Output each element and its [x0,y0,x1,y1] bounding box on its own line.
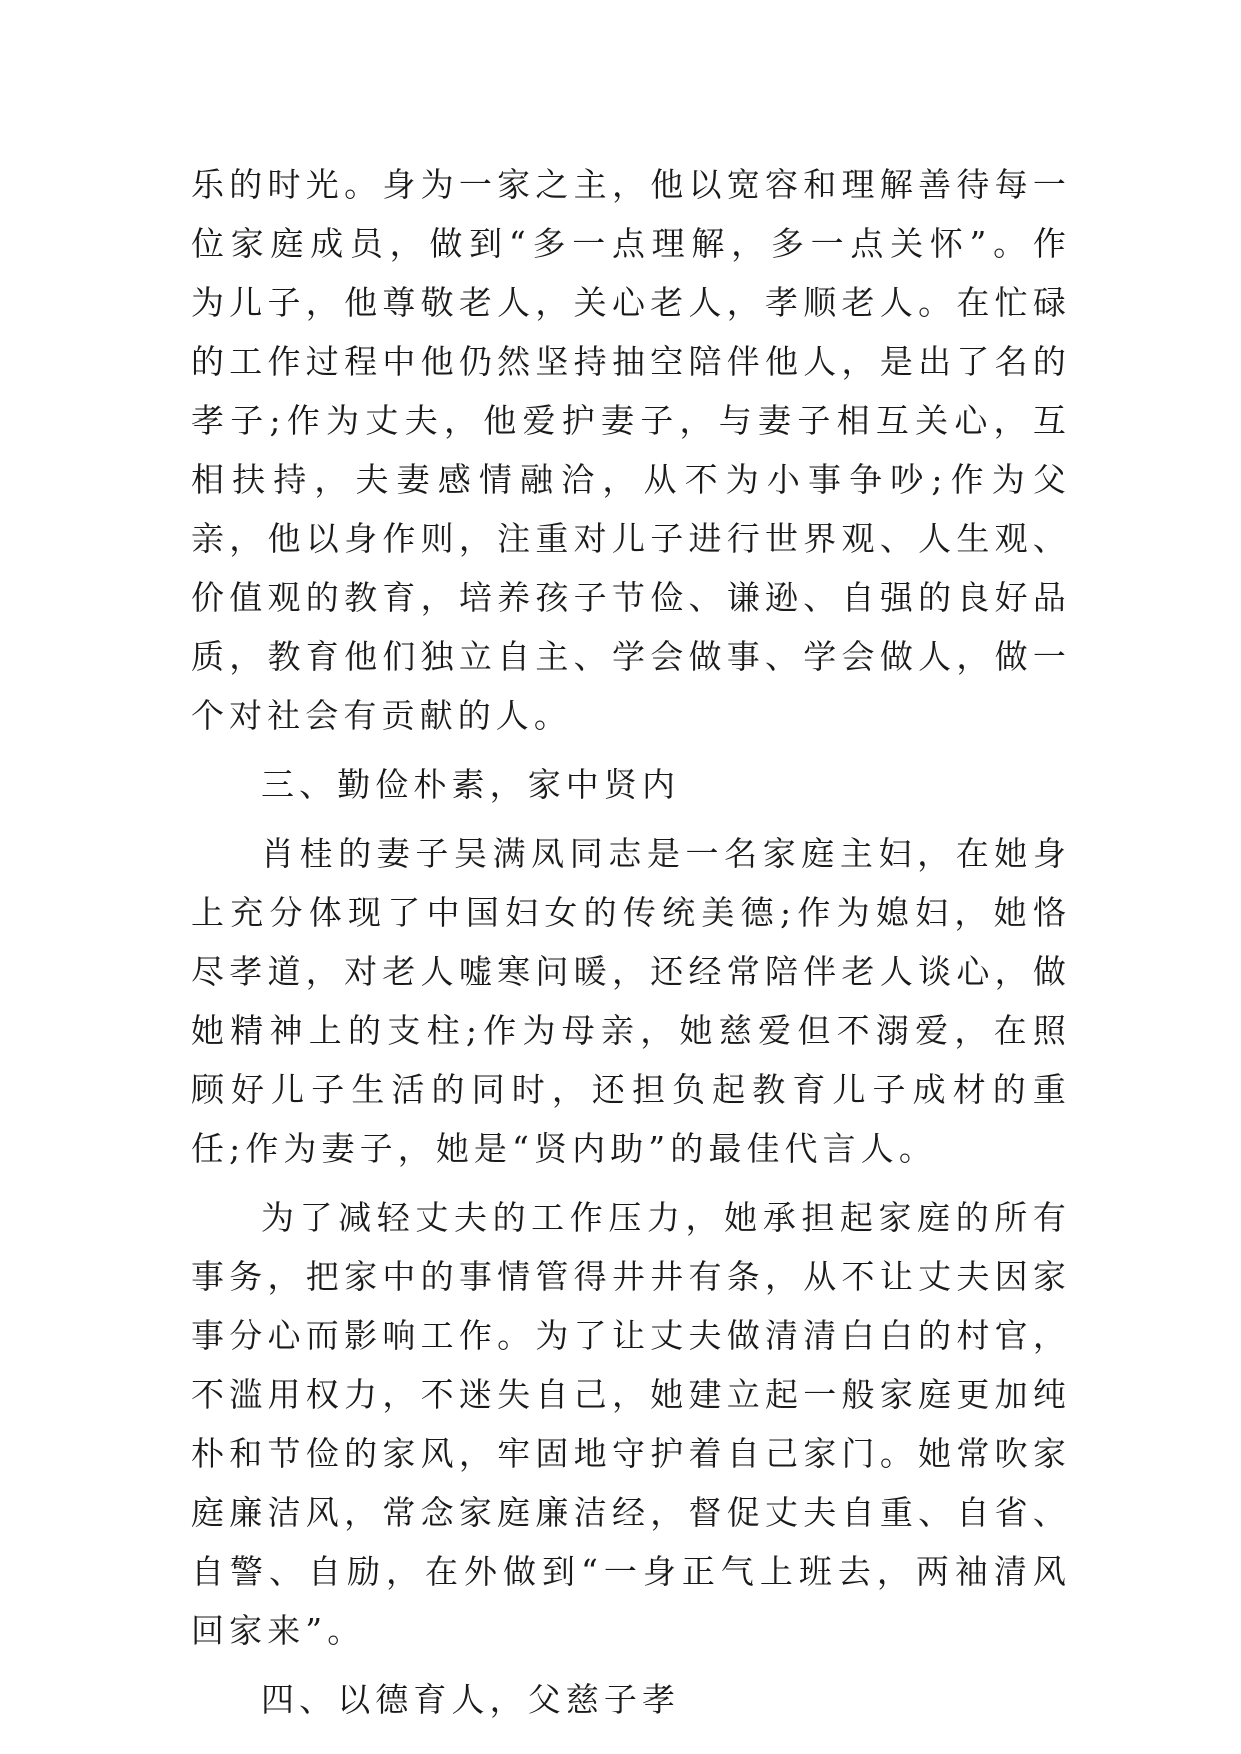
paragraph-family-harmony: 乐的时光。身为一家之主，他以宽容和理解善待每一位家庭成员，做到“多一点理解，多一点关怀”。作为儿子，他尊敬老人，关心老人，孝顺老人。在忙碌的工作过程中他仍然坚持抽空陪伴他人，是出了名的孝子;作为丈夫，他爱护妻子，与妻子相互关心，互相扶持，夫妻感情融洽，从不为小事争吵;作为父亲，他以身作则，注重对儿子进行世界观、人生观、价值观的教育，培养孩子节俭、谦逊、自强的良好品质，教育他们独立自主、学会做事、学会做人，做一个对社会有贡献的人。 [191,165,1071,735]
paragraph-gap [191,745,1071,755]
paragraph-gap [191,1660,1071,1670]
document-body [191,155,1071,1729]
section-heading-four: 四、以德育人，父慈子孝 [261,1680,681,1719]
paragraph-gap [191,1178,1071,1188]
paragraph-wife-virtues: 肖桂的妻子吴满凤同志是一名家庭主妇，在她身上充分体现了中国妇女的传统美德;作为媳妇，她恪尽孝道，对老人嘘寒问暖，还经常陪伴老人谈心，做她精神上的支柱;作为母亲，她慈爱但不溺爱，在照顾好儿子生活的同时，还担负起教育儿子成材的重任;作为妻子，她是“贤内助”的最佳代言人。 [191,834,1071,1168]
paragraph-gap [191,814,1071,824]
section-heading-three: 三、勤俭朴素，家中贤内 [261,765,681,804]
paragraph-wife-support: 为了减轻丈夫的工作压力，她承担起家庭的所有事务，把家中的事情管得井井有条，从不让丈夫因家事分心而影响工作。为了让丈夫做清清白白的村官，不滥用权力，不迷失自己，她建立起一般家庭更加纯朴和节俭的家风，牢固地守护着自己家门。她常吹家庭廉洁风，常念家庭廉洁经，督促丈夫自重、自省、自警、自励，在外做到“一身正气上班去，两袖清风回家来”。 [191,1198,1071,1650]
